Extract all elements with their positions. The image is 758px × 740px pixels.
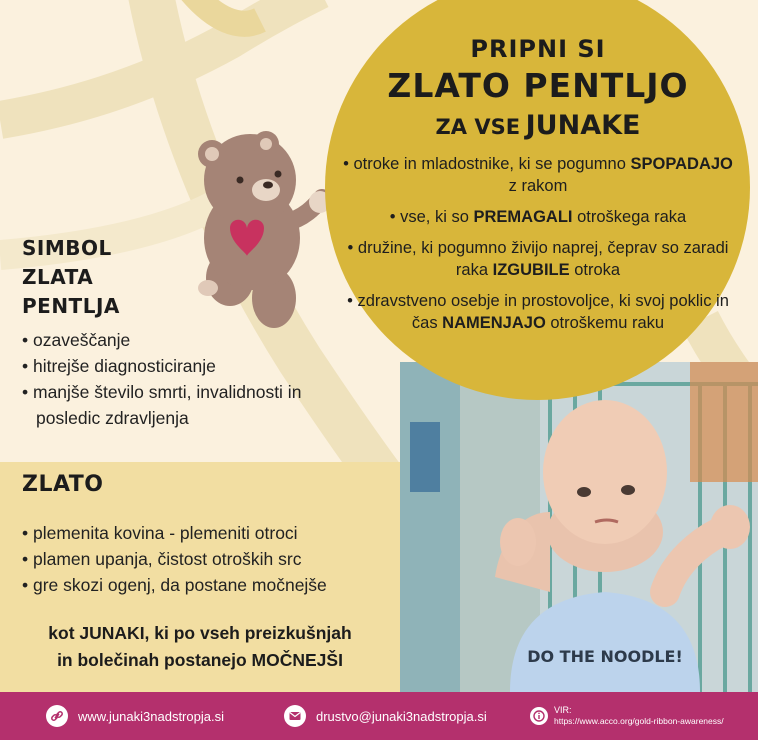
footer-website[interactable]	[46, 692, 224, 740]
item-text: družine, ki pogumno živijo naprej, čeprav so zaradi raka	[357, 239, 729, 279]
simbol-title-line: PENTLJA	[22, 294, 120, 318]
zlato-closing	[0, 620, 400, 674]
simbol-section	[22, 234, 382, 431]
item-bold: NAMENJAJO	[442, 314, 546, 332]
mail-icon	[284, 705, 306, 727]
circle-list	[338, 153, 738, 334]
footer-source-text	[554, 705, 724, 727]
circle-list-item: • vse, ki so PREMAGALI otroškega raka	[389, 208, 687, 226]
zlato-list-item: • plemenita kovina - plemeniti otroci	[22, 523, 298, 543]
simbol-list-item: • manjše število smrti, invalidnosti in posledic zdravljenja	[22, 382, 302, 428]
zlato-list	[22, 520, 400, 598]
circle-heading-line1: PRIPNI SI	[470, 35, 606, 63]
shirt-text: DO THE NOODLE!	[527, 647, 683, 666]
simbol-title-line: ZLATA	[22, 265, 94, 289]
item-text: otroškega raka	[577, 208, 687, 226]
circle-heading-junake: JUNAKE	[525, 110, 641, 141]
item-bold: PREMAGALI	[473, 208, 573, 226]
child-photo	[400, 362, 758, 692]
circle-content	[338, 34, 738, 343]
circle-heading-line2: ZLATO PENTLJO	[387, 66, 689, 105]
item-text: z rakom	[508, 177, 568, 195]
zlato-closing-line2: in bolečinah postanejo MOČNEJŠI	[57, 650, 343, 670]
footer-email[interactable]	[284, 692, 487, 740]
footer-website-text[interactable]: www.junaki3nadstropja.si	[78, 708, 224, 724]
circle-list-item: • otroke in mladostnike, ki se pogumno SPOPADAJO z rakom	[343, 155, 733, 195]
info-icon	[530, 707, 548, 725]
zlato-list-item: • gre skozi ogenj, da postane močnejše	[22, 575, 327, 595]
simbol-list	[22, 327, 382, 431]
item-text: otroke in mladostnike, ki se pogumno	[353, 155, 626, 173]
footer-email-text[interactable]: drustvo@junaki3nadstropja.si	[316, 708, 487, 724]
zlato-title: ZLATO	[22, 472, 104, 497]
footer-source-label: VIR:	[554, 705, 572, 715]
circle-list-item: • zdravstveno osebje in prostovoljce, ki svoj poklic in čas NAMENJAJO otroškemu raku	[347, 292, 729, 332]
zlato-list-item: • plamen upanja, čistost otroških src	[22, 549, 302, 569]
footer-bar	[0, 692, 758, 740]
item-text: otroškemu raku	[550, 314, 665, 332]
circle-heading-za-vse: ZA VSE	[435, 115, 521, 139]
circle-heading-line3	[338, 108, 738, 147]
simbol-title-line: SIMBOL	[22, 236, 112, 260]
bullet-text: gre skozi ogenj, da postane močnejše	[33, 575, 327, 595]
item-bold: IZGUBILE	[492, 261, 570, 279]
bullet-text: hitrejše diagnosticiranje	[33, 356, 216, 376]
circle-list-item: • družine, ki pogumno živijo naprej, čeprav so zaradi raka IZGUBILE otroka	[347, 239, 729, 279]
item-text: otroka	[574, 261, 621, 279]
simbol-list-item: • ozaveščanje	[22, 330, 131, 350]
footer-source[interactable]	[530, 692, 724, 740]
item-text: vse, ki so	[400, 208, 469, 226]
bullet-text: manjše število smrti, invalidnosti in posledic zdravljenja	[33, 382, 302, 428]
item-bold: SPOPADAJO	[630, 155, 733, 173]
bullet-text: ozaveščanje	[33, 330, 131, 350]
item-text: zdravstveno osebje in prostovoljce, ki svoj poklic in čas	[357, 292, 729, 332]
footer-source-url[interactable]: https://www.acco.org/gold-ribbon-awareness/	[554, 716, 724, 726]
simbol-list-item: • hitrejše diagnosticiranje	[22, 356, 216, 376]
zlato-closing-line1: kot JUNAKI, ki po vseh preizkušnjah	[48, 623, 352, 643]
bullet-text: plemenita kovina - plemeniti otroci	[33, 523, 298, 543]
link-icon	[46, 705, 68, 727]
bullet-text: plamen upanja, čistost otroških src	[33, 549, 302, 569]
